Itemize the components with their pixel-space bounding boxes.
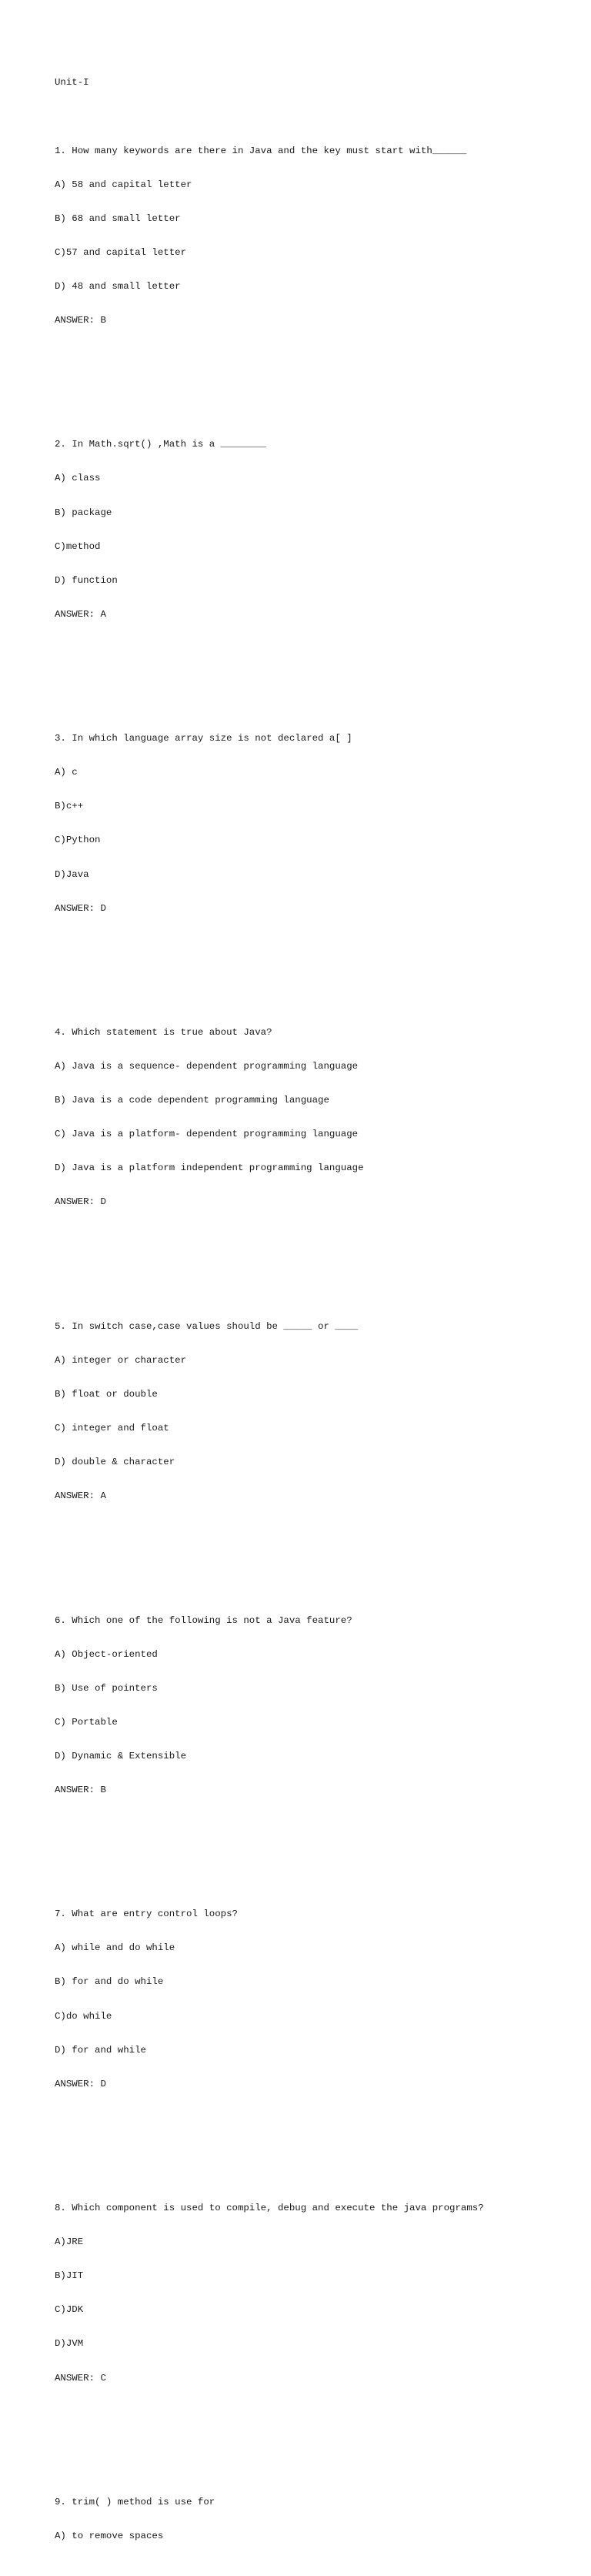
answer-line: ANSWER: B [55, 315, 106, 326]
option-a: A) 58 and capital letter [55, 179, 192, 190]
question-text: 7. What are entry control loops? [55, 1909, 238, 1920]
option-d: D) function [55, 574, 118, 586]
option-a: A) while and do while [55, 1942, 175, 1954]
question-text: 4. Which statement is true about Java? [55, 1026, 272, 1038]
option-a: A) to remove spaces [55, 2530, 164, 2541]
answer-line: ANSWER: B [55, 1784, 106, 1795]
question-text: 5. In switch case,case values should be _____ or ____ [55, 1320, 359, 1332]
option-c: C)method [55, 540, 101, 552]
option-c: C) integer and float [55, 1423, 169, 1434]
option-c: C) Java is a platform- dependent programming language [55, 1129, 359, 1140]
option-b: B) Use of pointers [55, 1682, 158, 1694]
option-b: B)JIT [55, 2270, 84, 2282]
answer-line: ANSWER: D [55, 1196, 106, 1208]
question-block-7 [55, 1886, 578, 2113]
option-c: C)57 and capital letter [55, 246, 187, 258]
option-b: B) 68 and small letter [55, 212, 181, 224]
question-text: 8. Which component is used to compile, debug and execute the java programs? [55, 2203, 484, 2214]
question-text: 6. Which one of the following is not a Java feature? [55, 1614, 352, 1626]
answer-line: ANSWER: D [55, 2078, 106, 2089]
option-a: A) integer or character [55, 1354, 187, 1366]
option-a: A) Java is a sequence- dependent programming language [55, 1061, 359, 1072]
question-text: 2. In Math.sqrt() ,Math is a ________ [55, 439, 267, 450]
answer-line: ANSWER: A [55, 1490, 106, 1502]
option-c: C)do while [55, 2010, 112, 2022]
option-d: D)JVM [55, 2338, 84, 2350]
option-d: D) Dynamic & Extensible [55, 1750, 187, 1761]
option-b: B) float or double [55, 1388, 158, 1400]
spacer [55, 2135, 578, 2146]
option-d: D) double & character [55, 1457, 175, 1468]
option-a: A)JRE [55, 2236, 84, 2248]
question-block-3 [55, 711, 578, 937]
question-block-6 [55, 1592, 578, 1818]
option-a: A) c [55, 767, 78, 778]
option-c: C) Portable [55, 1716, 118, 1728]
question-block-5 [55, 1298, 578, 1524]
answer-line: ANSWER: C [55, 2372, 106, 2384]
question-block-4 [55, 1005, 578, 1231]
option-d: D) for and while [55, 2044, 146, 2056]
question-block-8 [55, 2180, 578, 2407]
option-b: B)c++ [55, 801, 84, 812]
option-b: B) package [55, 507, 112, 518]
option-c: C)JDK [55, 2304, 84, 2316]
question-block-1 [55, 122, 578, 349]
question-text: 1. How many keywords are there in Java and the key must start with______ [55, 145, 467, 156]
answer-line: ANSWER: A [55, 608, 106, 620]
document-page [55, 55, 578, 2576]
question-block-2 [55, 417, 578, 643]
option-c: C)Python [55, 835, 101, 846]
option-b: B) for and do while [55, 1976, 164, 1988]
spacer [55, 1841, 578, 1852]
spacer [55, 959, 578, 970]
spacer [55, 372, 578, 383]
spacer [55, 665, 578, 676]
answer-line: ANSWER: D [55, 902, 106, 914]
unit-title: Unit-I [55, 77, 89, 89]
spacer [55, 2429, 578, 2440]
question-text: 3. In which language array size is not declared a[ ] [55, 733, 352, 744]
option-a: A) Object-oriented [55, 1648, 158, 1660]
option-d: D) 48 and small letter [55, 280, 181, 292]
option-a: A) class [55, 473, 101, 484]
question-text: 9. trim( ) method is use for [55, 2496, 215, 2507]
option-b: B) Java is a code dependent programming language [55, 1095, 329, 1106]
option-d: D)Java [55, 868, 89, 880]
spacer [55, 1547, 578, 1558]
option-d: D) Java is a platform independent programming language [55, 1163, 364, 1174]
spacer [55, 1253, 578, 1264]
question-block-9 [55, 2474, 578, 2564]
